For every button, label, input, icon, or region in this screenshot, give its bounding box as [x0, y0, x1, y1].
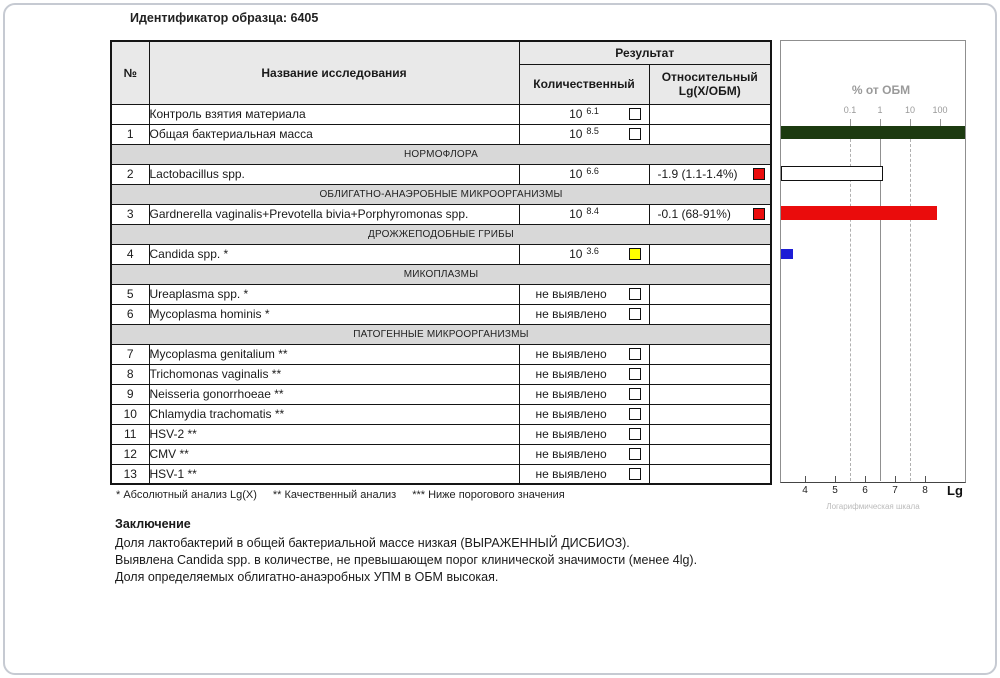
section-row — [111, 264, 771, 284]
lg-axis-label: Lg — [947, 483, 963, 498]
section-label: НОРМОФЛОРА — [404, 148, 478, 160]
row-number: 12 — [111, 444, 149, 464]
percent-obm-chart — [780, 40, 980, 525]
quantitative-value: не выявлено — [535, 407, 607, 421]
table-row — [111, 384, 771, 404]
quantitative-cell — [519, 204, 649, 224]
relative-cell — [649, 124, 771, 144]
quantitative-value: не выявлено — [535, 307, 607, 321]
table-row — [111, 284, 771, 304]
conclusion-line: Выявлена Candida spp. в количестве, не превышающем порог клинической значимости (менее 4lg). — [115, 553, 698, 568]
pct-tick-label: 1 — [877, 105, 883, 115]
row-number: 1 — [111, 124, 149, 144]
row-number: 11 — [111, 424, 149, 444]
table-row — [111, 404, 771, 424]
test-name: Mycoplasma hominis * — [149, 304, 519, 324]
table-row — [111, 364, 771, 384]
chart-bar — [781, 126, 965, 139]
test-name: Neisseria gonorrhoeae ** — [149, 384, 519, 404]
lg-tick-label: 8 — [922, 485, 928, 496]
row-number: 8 — [111, 364, 149, 384]
chart-gridline — [880, 129, 881, 481]
pct-tick-label: 100 — [932, 105, 948, 115]
test-name: Trichomonas vaginalis ** — [149, 364, 519, 384]
pct-tick-label: 10 — [904, 105, 915, 115]
table-row — [111, 424, 771, 444]
relative-cell — [649, 464, 771, 484]
row-number — [111, 104, 149, 124]
table-row — [111, 344, 771, 364]
section-row — [111, 224, 771, 244]
row-number: 7 — [111, 344, 149, 364]
relative-cell — [649, 364, 771, 384]
relative-marker — [753, 168, 765, 180]
test-name: HSV-2 ** — [149, 424, 519, 444]
quantitative-marker — [629, 428, 641, 440]
footnote-item: ** Качественный анализ — [272, 489, 397, 501]
lg-tick-mark — [925, 476, 926, 482]
conclusion-title: Заключение — [115, 517, 191, 531]
quantitative-cell — [519, 244, 649, 264]
lg-tick-label: 4 — [802, 485, 808, 496]
chart-gridline — [910, 129, 911, 481]
quantitative-cell — [519, 304, 649, 324]
relative-cell — [649, 344, 771, 364]
quantitative-cell — [519, 344, 649, 364]
table-row — [111, 244, 771, 264]
conclusion-line: Доля лактобактерий в общей бактериальной массе низкая (ВЫРАЖЕННЫЙ ДИСБИОЗ). — [115, 536, 630, 550]
section-label: МИКОПЛАЗМЫ — [403, 268, 479, 280]
relative-cell — [649, 164, 771, 184]
quantitative-cell — [519, 284, 649, 304]
quantitative-value: 10 $^{8.5}$ — [569, 126, 599, 141]
col-header-name: Название исследования — [149, 41, 519, 104]
test-name: Lactobacillus spp. — [149, 164, 519, 184]
conclusion-line: Доля определяемых облигатно-анаэробных УПМ в ОБМ высокая. — [115, 570, 499, 585]
section-label: ПАТОГЕННЫЕ МИКРООРГАНИЗМЫ — [353, 328, 529, 340]
test-name: Chlamydia trachomatis ** — [149, 404, 519, 424]
col-header-num: № — [111, 41, 149, 104]
test-name: Ureaplasma spp. * — [149, 284, 519, 304]
table-row — [111, 304, 771, 324]
lg-tick-label: 5 — [832, 485, 838, 496]
quantitative-value: не выявлено — [535, 387, 607, 401]
row-number: 4 — [111, 244, 149, 264]
quantitative-cell — [519, 104, 649, 124]
quantitative-cell — [519, 464, 649, 484]
chart-plot-area — [780, 40, 966, 483]
quantitative-marker — [629, 248, 641, 260]
relative-cell — [649, 384, 771, 404]
lg-tick-mark — [895, 476, 896, 482]
relative-cell — [649, 304, 771, 324]
col-header-relative-line2: Lg(X/ОБМ) — [678, 84, 741, 98]
quantitative-marker — [629, 128, 641, 140]
table-row — [111, 104, 771, 124]
quantitative-marker — [629, 388, 641, 400]
quantitative-cell — [519, 424, 649, 444]
quantitative-marker — [629, 408, 641, 420]
quantitative-marker — [629, 288, 641, 300]
quantitative-value: не выявлено — [535, 367, 607, 381]
test-name: Candida spp. * — [149, 244, 519, 264]
row-number: 3 — [111, 204, 149, 224]
table-row — [111, 124, 771, 144]
table-header-row-1 — [111, 41, 771, 64]
footnote-item: *** Ниже порогового значения — [412, 489, 565, 501]
quantitative-value: не выявлено — [535, 466, 607, 481]
relative-cell — [649, 424, 771, 444]
test-name: CMV ** — [149, 444, 519, 464]
footnote — [116, 489, 581, 501]
relative-cell — [649, 444, 771, 464]
footnote-item: * Абсолютный анализ Lg(X) — [116, 489, 257, 501]
lg-tick-label: 6 — [862, 485, 868, 496]
relative-cell — [649, 284, 771, 304]
test-name: HSV-1 ** — [149, 464, 519, 484]
quantitative-cell — [519, 384, 649, 404]
row-number: 2 — [111, 164, 149, 184]
chart-bar — [781, 206, 937, 220]
quantitative-value: 10 $^{6.6}$ — [569, 166, 599, 181]
quantitative-marker — [629, 368, 641, 380]
sample-id: Идентификатор образца: 6405 — [130, 11, 319, 25]
test-name: Mycoplasma genitalium ** — [149, 344, 519, 364]
lg-tick-label: 7 — [892, 485, 898, 496]
pct-tick-label: 0.1 — [843, 105, 857, 115]
quantitative-value: не выявлено — [535, 447, 607, 461]
conclusion-section — [115, 517, 815, 587]
relative-cell — [649, 204, 771, 224]
table-row — [111, 464, 771, 484]
col-header-result: Результат — [519, 41, 771, 64]
quantitative-value: 10 $^{3.6}$ — [569, 246, 599, 261]
results-tbody — [111, 104, 771, 484]
quantitative-cell — [519, 364, 649, 384]
row-number: 13 — [111, 464, 149, 484]
quantitative-value: 10 $^{8.4}$ — [569, 206, 599, 221]
quantitative-value: не выявлено — [535, 347, 607, 361]
test-name: Gardnerella vaginalis+Prevotella bivia+Porphyromonas spp. — [149, 204, 519, 224]
row-number: 9 — [111, 384, 149, 404]
section-row — [111, 324, 771, 344]
relative-value: -0.1 (68-91%) — [657, 207, 731, 221]
chart-gridline — [850, 129, 851, 481]
section-row — [111, 144, 771, 164]
row-number: 6 — [111, 304, 149, 324]
table-row — [111, 204, 771, 224]
chart-bar — [781, 166, 883, 181]
quantitative-marker — [629, 448, 641, 460]
section-label: ОБЛИГАТНО-АНАЭРОБНЫЕ МИКРООРГАНИЗМЫ — [319, 188, 563, 200]
table-row — [111, 164, 771, 184]
lg-tick-mark — [865, 476, 866, 482]
quantitative-marker — [629, 108, 641, 120]
row-number: 5 — [111, 284, 149, 304]
chart-x-axis — [781, 485, 967, 499]
quantitative-cell — [519, 164, 649, 184]
relative-value: -1.9 (1.1-1.4%) — [657, 167, 738, 181]
lg-tick-mark — [835, 476, 836, 482]
col-header-quantitative: Количественный — [519, 64, 649, 104]
test-name: Контроль взятия материала — [149, 104, 519, 124]
relative-cell — [649, 244, 771, 264]
relative-cell — [649, 104, 771, 124]
quantitative-cell — [519, 404, 649, 424]
relative-marker — [753, 208, 765, 220]
chart-bar — [781, 249, 793, 259]
col-header-relative-line1: Относительный — [661, 70, 758, 84]
quantitative-value: не выявлено — [535, 287, 607, 301]
quantitative-cell — [519, 124, 649, 144]
quantitative-marker — [629, 348, 641, 360]
quantitative-marker — [629, 308, 641, 320]
section-label: ДРОЖЖЕПОДОБНЫЕ ГРИБЫ — [368, 228, 514, 240]
quantitative-cell — [519, 444, 649, 464]
row-number: 10 — [111, 404, 149, 424]
section-row — [111, 184, 771, 204]
results-table — [110, 40, 772, 485]
chart-title: % от ОБМ — [851, 83, 911, 97]
lg-tick-mark — [805, 476, 806, 482]
quantitative-value: 10 $^{6.1}$ — [569, 106, 599, 121]
col-header-relative — [649, 64, 771, 104]
test-name: Общая бактериальная масса — [149, 124, 519, 144]
relative-cell — [649, 404, 771, 424]
log-scale-note: Логарифмическая шкала — [826, 502, 920, 511]
quantitative-value: не выявлено — [535, 427, 607, 441]
quantitative-marker — [629, 468, 641, 480]
table-row — [111, 444, 771, 464]
